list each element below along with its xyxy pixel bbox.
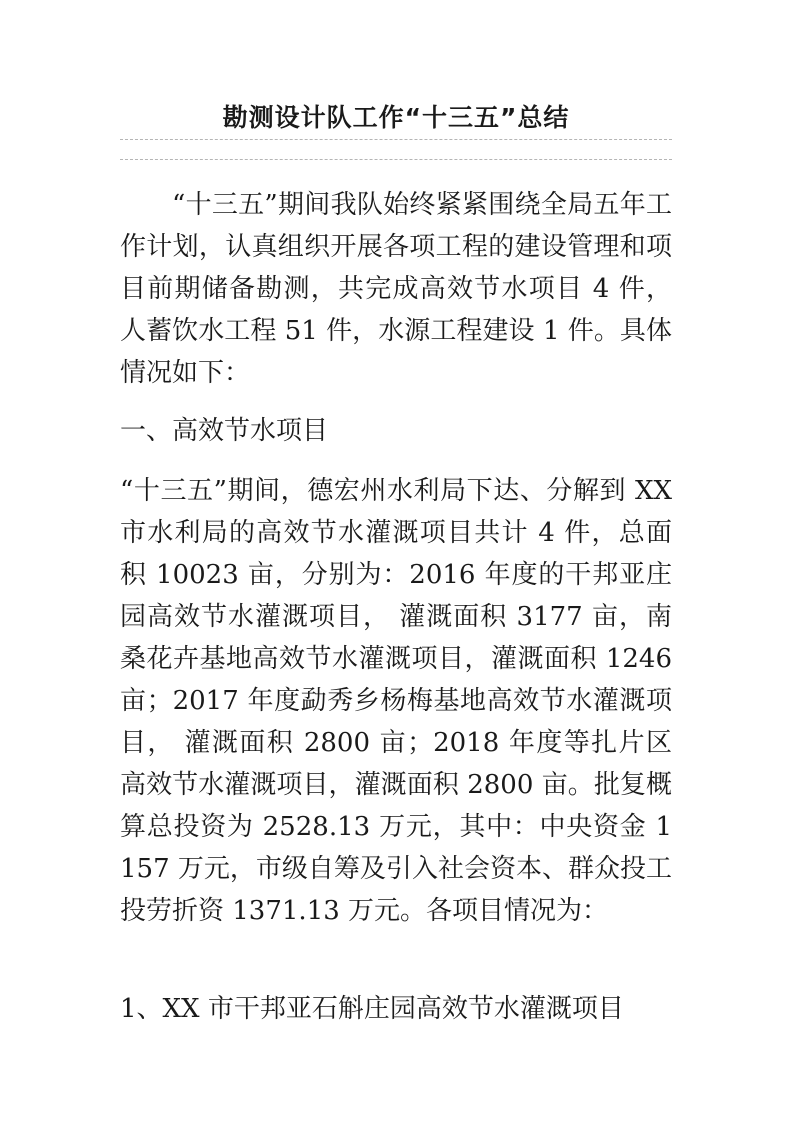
title-divider-bottom xyxy=(120,159,672,160)
intro-paragraph: “十三五”期间我队始终紧紧围绕全局五年工作计划，认真组织开展各项工程的建设管理和项目前期储备勘测，共完成高效节水项目 4 件，人蓄饮水工程 51 件，水源工程建设 1 件。具体情况如下： xyxy=(120,190,672,388)
water-saving-paragraph: “十三五”期间，德宏州水利局下达、分解到 XX 市水利局的高效节水灌溉项目共计 4 件，总面积 10023 亩，分别为：2016 年度的干邦亚庄园高效节水灌溉项目， 灌溉面积 3177 亩，南桑花卉基地高效节水灌溉项目，灌溉面积 1246 亩；2017 年度勐秀乡杨梅基地高效节水灌溉项目， 灌溉面积 2800 亩；2018 年度等扎片区高效节水灌溉项目，灌溉面积 2800 亩。批复概算总投资为 2528.13 万元，其中：中央资金 1157 万元，市级自筹及引入社会资本、群众投工投劳折资 1371.13 万元。各项目情况为： xyxy=(120,476,672,926)
title-divider-top xyxy=(120,139,672,140)
document-title: 勘测设计队工作“十三五”总结 xyxy=(222,103,570,132)
project-item-1-heading: 1、XX 市干邦亚石斛庄园高效节水灌溉项目 xyxy=(120,994,624,1024)
section-heading-water-saving: 一、高效节水项目 xyxy=(120,416,329,446)
